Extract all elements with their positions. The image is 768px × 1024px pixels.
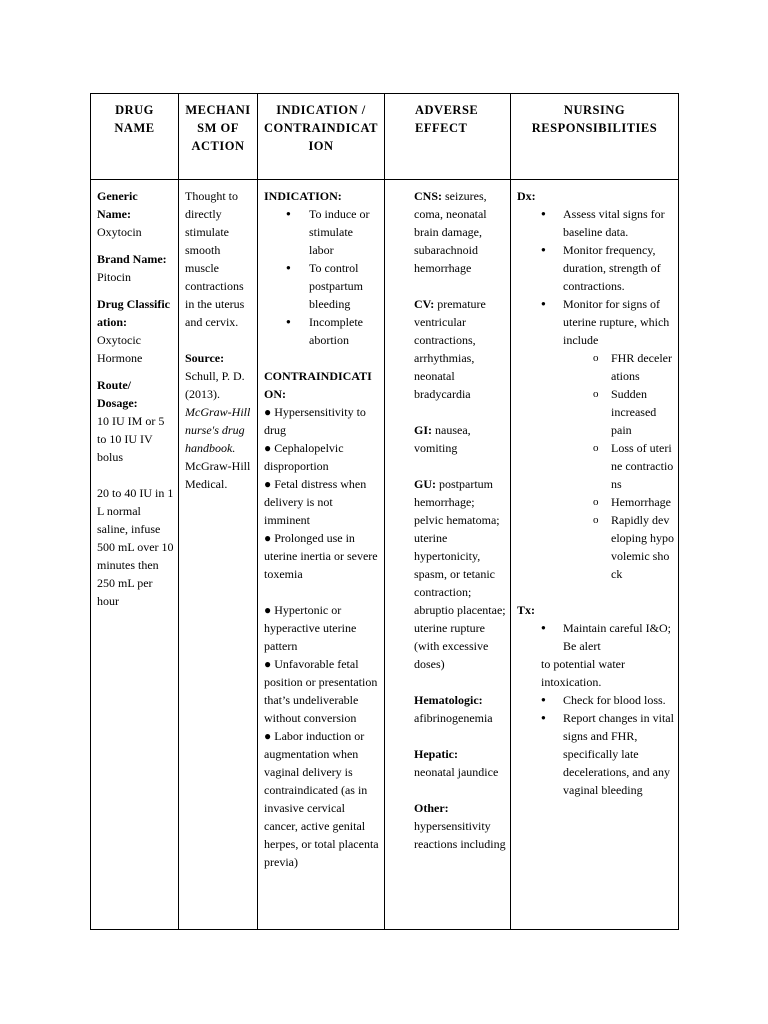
header-text: DRUG <box>115 103 154 117</box>
contraindication-item: ● Unfavorable fetal position or presentation that’s undeliverable without conversion <box>264 657 378 725</box>
dx-subitem: o Loss of uterine contractions <box>517 439 674 493</box>
dx-label: Dx: <box>517 189 536 203</box>
contraindication-item: ● Labor induction or augmentation when vaginal delivery is contraindicated (as in invasive cervical cancer, active genital herpes, or total placenta previa) <box>264 729 379 869</box>
header-drug-name <box>91 94 179 180</box>
hepatic-label: Hepatic: <box>414 747 458 761</box>
dx-item: ● Monitor frequency, duration, strength of contractions. <box>517 241 674 295</box>
header-nursing <box>511 94 679 180</box>
dx-list <box>517 205 674 349</box>
dx-sublist <box>517 349 674 583</box>
route-value-2: 20 to 40 IU in 1 L normal saline, infuse 500 mL over 10 minutes then 250 mL per hour <box>97 486 174 608</box>
tx-item-continuation: to potential water intoxication. <box>541 657 625 689</box>
generic-name-label: Generic Name: <box>97 189 138 221</box>
header-indication <box>258 94 385 180</box>
gu-label: GU: <box>414 477 436 491</box>
adverse-cns <box>414 187 506 277</box>
header-text: ACTION <box>191 139 245 153</box>
mechanism-text: Thought to directly stimulate smooth muscle contractions in the uterus and cervix. <box>185 189 245 329</box>
dx-subitem: o Rapidly developing hypovolemic shock <box>517 511 674 583</box>
header-text: NURSING <box>563 103 626 117</box>
adverse-cell <box>385 180 511 930</box>
dx-subitem: o Hemorrhage <box>517 493 674 511</box>
header-text: SM OF <box>197 121 239 135</box>
drug-class-label: Drug Classification: <box>97 297 170 329</box>
hepatic-text: neonatal jaundice <box>414 765 499 779</box>
dx-item: ● Assess vital signs for baseline data. <box>517 205 674 241</box>
hematologic-label: Hematologic: <box>414 693 483 707</box>
header-text: MECHANI <box>185 103 251 117</box>
header-text: INDICATION / <box>276 103 366 117</box>
hematologic-text: afibrinogenemia <box>414 711 493 725</box>
source-label: Source: <box>185 351 225 365</box>
other-label: Other: <box>414 801 449 815</box>
mechanism-cell <box>179 180 258 930</box>
other-text: hypersensitivity reactions including <box>414 819 506 851</box>
contraindication-item: ● Hypertonic or hyperactive uterine pattern <box>264 603 357 653</box>
tx-item: ● Maintain careful I&O; Be alert <box>517 619 674 655</box>
generic-name-value: Oxytocin <box>97 225 142 239</box>
contraindication-label: CONTRAINDICATION: <box>264 369 372 401</box>
brand-name-label: Brand Name: <box>97 252 167 266</box>
tx-label: Tx: <box>517 603 535 617</box>
source-authors: Schull, P. D. (2013). <box>185 369 245 401</box>
brand-name-value: Pitocin <box>97 270 132 284</box>
cv-label: CV: <box>414 297 435 311</box>
contraindication-item: ● Prolonged use in uterine inertia or severe toxemia <box>264 531 378 581</box>
header-text: NAME <box>114 121 155 135</box>
contraindication-item: ● Hypersensitivity to drug <box>264 405 366 437</box>
gi-label: GI: <box>414 423 432 437</box>
contraindication-item: ● Fetal distress when delivery is not imminent <box>264 477 367 527</box>
gi-text: nausea, vomiting <box>414 423 471 455</box>
source-title: McGraw-Hill nurse's drug handbook. <box>185 405 251 455</box>
indication-cell <box>258 180 385 930</box>
header-text: ION <box>308 139 334 153</box>
header-text: RESPONSIBILITIES <box>531 121 658 135</box>
dx-item: ● Monitor for signs of uterine rupture, which include <box>517 295 674 349</box>
cns-label: CNS: <box>414 189 443 203</box>
cv-text: premature ventricular contractions, arrhythmias, neonatal bradycardia <box>414 297 486 401</box>
drug-class-value: Oxytocic Hormone <box>97 333 143 365</box>
indication-item: ● To control postpartum bleeding <box>264 259 380 313</box>
indication-item: ● Incomplete abortion <box>264 313 380 349</box>
header-text: ADVERSE <box>415 103 479 117</box>
route-label: Route/ Dosage: <box>97 378 138 410</box>
header-mechanism <box>179 94 258 180</box>
header-adverse <box>385 94 511 180</box>
indication-label: INDICATION: <box>264 189 342 203</box>
route-value-1: 10 IU IM or 5 to 10 IU IV bolus <box>97 414 165 464</box>
tx-item: ● Check for blood loss. <box>517 691 674 709</box>
header-row <box>91 94 679 180</box>
source-publisher: McGraw-Hill Medical. <box>185 459 251 491</box>
dx-subitem: o Sudden increased pain <box>517 385 674 439</box>
cns-text: seizures, coma, neonatal brain damage, subarachnoid hemorrhage <box>414 189 487 275</box>
gu-text: postpartum hemorrhage; pelvic hematoma; uterine hypertonicity, spasm, or tetanic contraction; abruptio placentae; uterine rupture (with excessive doses) <box>414 477 506 671</box>
indication-item: ● To induce or stimulate labor <box>264 205 380 259</box>
drug-name-cell <box>91 180 179 930</box>
adverse-gi <box>414 421 506 457</box>
dx-subitem: o FHR decelerations <box>517 349 674 385</box>
adverse-cv <box>414 295 506 403</box>
tx-list <box>517 619 674 655</box>
content-row <box>91 180 679 930</box>
contraindication-item: ● Cephalopelvic disproportion <box>264 441 344 473</box>
tx-item: ● Report changes in vital signs and FHR, specifically late decelerations, and any vaginal bleeding <box>517 709 674 799</box>
nursing-cell <box>511 180 679 930</box>
tx-list-2 <box>517 691 674 799</box>
header-text: EFFECT <box>415 121 468 135</box>
drug-table <box>90 93 679 930</box>
adverse-gu <box>414 475 506 673</box>
header-text: CONTRAINDICAT <box>264 121 378 135</box>
